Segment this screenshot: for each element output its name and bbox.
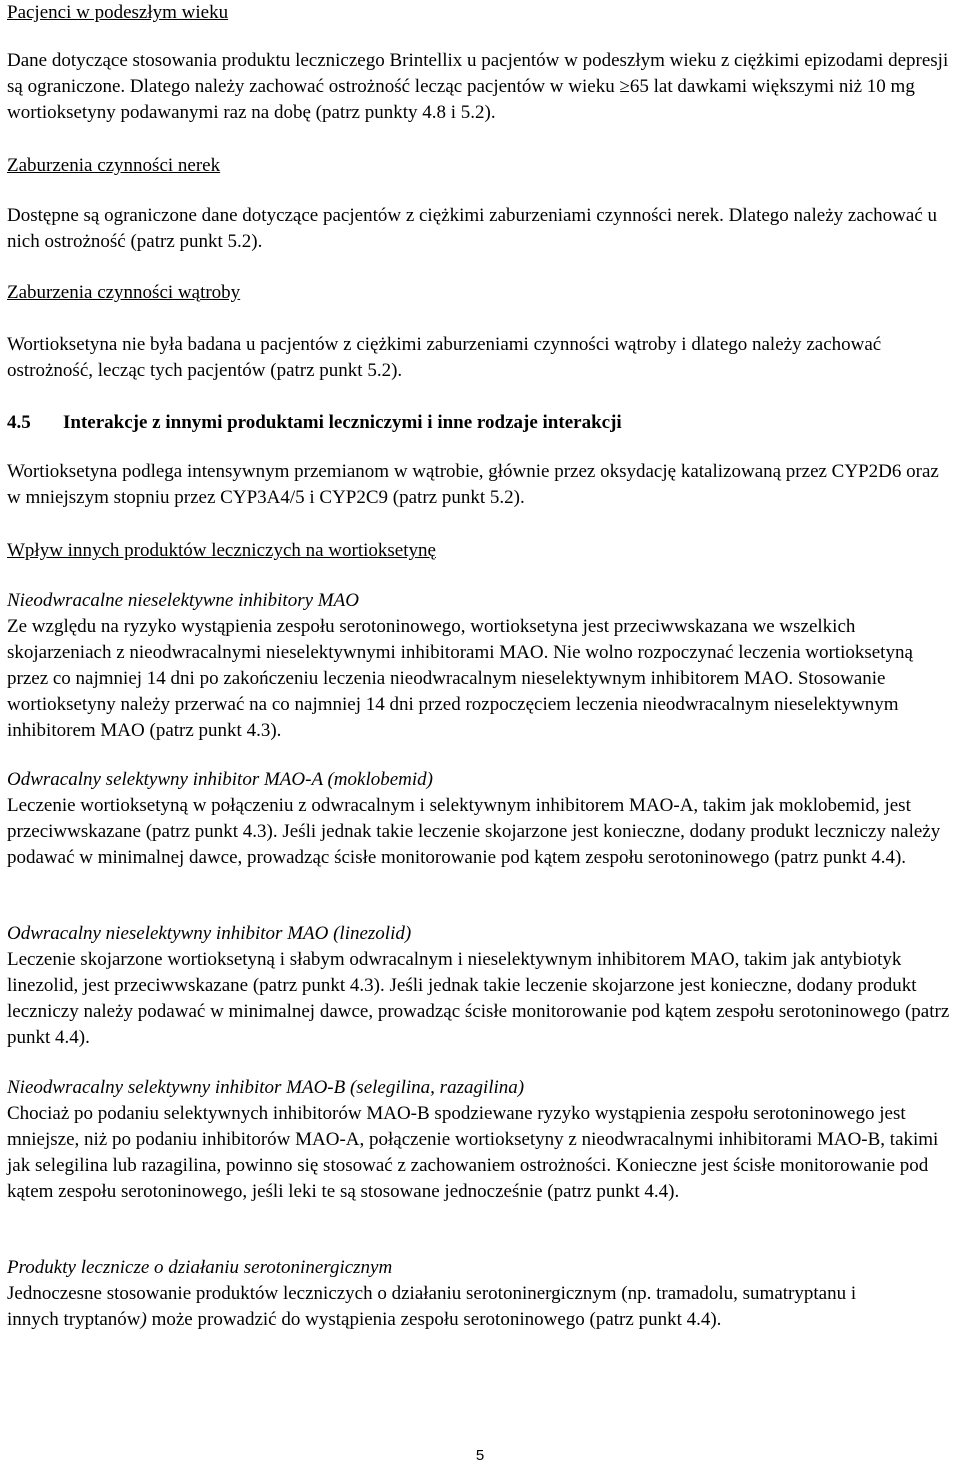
paragraph-reversible-nonselective: Leczenie skojarzone wortioksetyną i słabym odwracalnym i nieselektywnym inhibitorem MAO, takim jak antybiotyk linezolid, jest przeciwwskazane (patrz punkt 4.3). Jeśli jednak takie leczenie skojarzone jest konieczne, dodany produkt leczniczy należy podawać w minimalnej dawce, prowadząc ścisłe monitorowanie pod kątem zespołu serotoninowego (patrz punkt 4.4).	[7, 949, 950, 1048]
paragraph-irreversible-maob: Chociaż po podaniu selektywnych inhibitorów MAO-B spodziewane ryzyko wystąpienia zespołu serotoninowego jest mniejsze, niż po podaniu inhibitorów MAO-A, połączenie wortioksetyny z nieodwracalnymi inhibitorami MAO-B, takimi jak selegilina lub razagilina, powinno się stosować z zachowaniem ostrożności. Konieczne jest ścisłe monitorowanie pod kątem zespołu serotoninowego, jeśli leki te są stosowane jednocześnie (patrz punkt 4.4).	[7, 1103, 939, 1202]
page-number: 5	[475, 1447, 485, 1464]
heading-influence: Wpływ innych produktów leczniczych na wortioksetynę	[7, 540, 436, 561]
section-title: Interakcje z innymi produktami leczniczymi i inne rodzaje interakcji	[63, 412, 622, 433]
subheading-irreversible-nonselective: Nieodwracalne nieselektywne inhibitory MAO	[7, 590, 359, 611]
paragraph-irreversible-nonselective: Ze względu na ryzyko wystąpienia zespołu serotoninowego, wortioksetyna jest przeciwwskazana we wszelkich skojarzeniach z nieodwracalnymi nieselektywnymi inhibitorami MAO. Nie wolno rozpoczynać leczenia wortioksetyną przez co najmniej 14 dni po zakończeniu leczenia nieodwracalnym nieselektywnym inhibitorem MAO. Stosowanie wortioksetyny należy przerwać na co najmniej 14 dni przed rozpoczęciem leczenia nieodwracalnym nieselektywnym inhibitorem MAO (patrz punkt 4.3).	[7, 616, 913, 741]
subheading-irreversible-maob: Nieodwracalny selektywny inhibitor MAO-B (selegilina, razagilina)	[7, 1077, 525, 1098]
paragraph-interactions-intro: Wortioksetyna podlega intensywnym przemianom w wątrobie, głównie przez oksydację katalizowaną przez CYP2D6 oraz w mniejszym stopniu przez CYP3A4/5 i CYP2C9 (patrz punkt 5.2).	[7, 461, 939, 508]
paragraph-hepatic: Wortioksetyna nie była badana u pacjentów z ciężkimi zaburzeniami czynności wątroby i dlatego należy zachować ostrożność, lecząc tych pacjentów (patrz punkt 5.2).	[7, 334, 882, 381]
subheading-serotonergic: Produkty lecznicze o działaniu serotoninergicznym	[7, 1257, 393, 1278]
paragraph-renal: Dostępne są ograniczone dane dotyczące pacjentów z ciężkimi zaburzeniami czynności nerek. Dlatego należy zachować u nich ostrożność (patrz punkt 5.2).	[7, 205, 938, 252]
paragraph-serotonergic: Jednoczesne stosowanie produktów leczniczych o działaniu serotoninergicznym (np. tramadolu, sumatryptanu i innych tryptanów) może prowadzić do wystąpienia zespołu serotoninowego (patrz punkt 4.4).	[7, 1283, 857, 1330]
section-number: 4.5	[7, 412, 31, 433]
subheading-reversible-nonselective: Odwracalny nieselektywny inhibitor MAO (linezolid)	[7, 923, 412, 944]
heading-renal: Zaburzenia czynności nerek	[7, 155, 221, 176]
heading-hepatic: Zaburzenia czynności wątroby	[7, 282, 241, 303]
section-heading-4-5	[7, 410, 622, 436]
paragraph-elderly: Dane dotyczące stosowania produktu leczniczego Brintellix u pacjentów w podeszłym wieku z ciężkimi epizodami depresji są ograniczone. Dlatego należy zachować ostrożność lecząc pacjentów w wieku ≥65 lat dawkami większymi niż 10 mg wortioksetyny podawanymi raz na dobę (patrz punkty 4.8 i 5.2).	[7, 50, 949, 123]
heading-elderly: Pacjenci w podeszłym wieku	[7, 2, 229, 23]
subheading-reversible-selective: Odwracalny selektywny inhibitor MAO-A (moklobemid)	[7, 769, 433, 790]
paragraph-reversible-selective: Leczenie wortioksetyną w połączeniu z odwracalnym i selektywnym inhibitorem MAO-A, takim jak moklobemid, jest przeciwwskazane (patrz punkt 4.3). Jeśli jednak takie leczenie skojarzone jest konieczne, dodany produkt leczniczy należy podawać w minimalnej dawce, prowadząc ścisłe monitorowanie pod kątem zespołu serotoninowego (patrz punkt 4.4).	[7, 795, 941, 868]
